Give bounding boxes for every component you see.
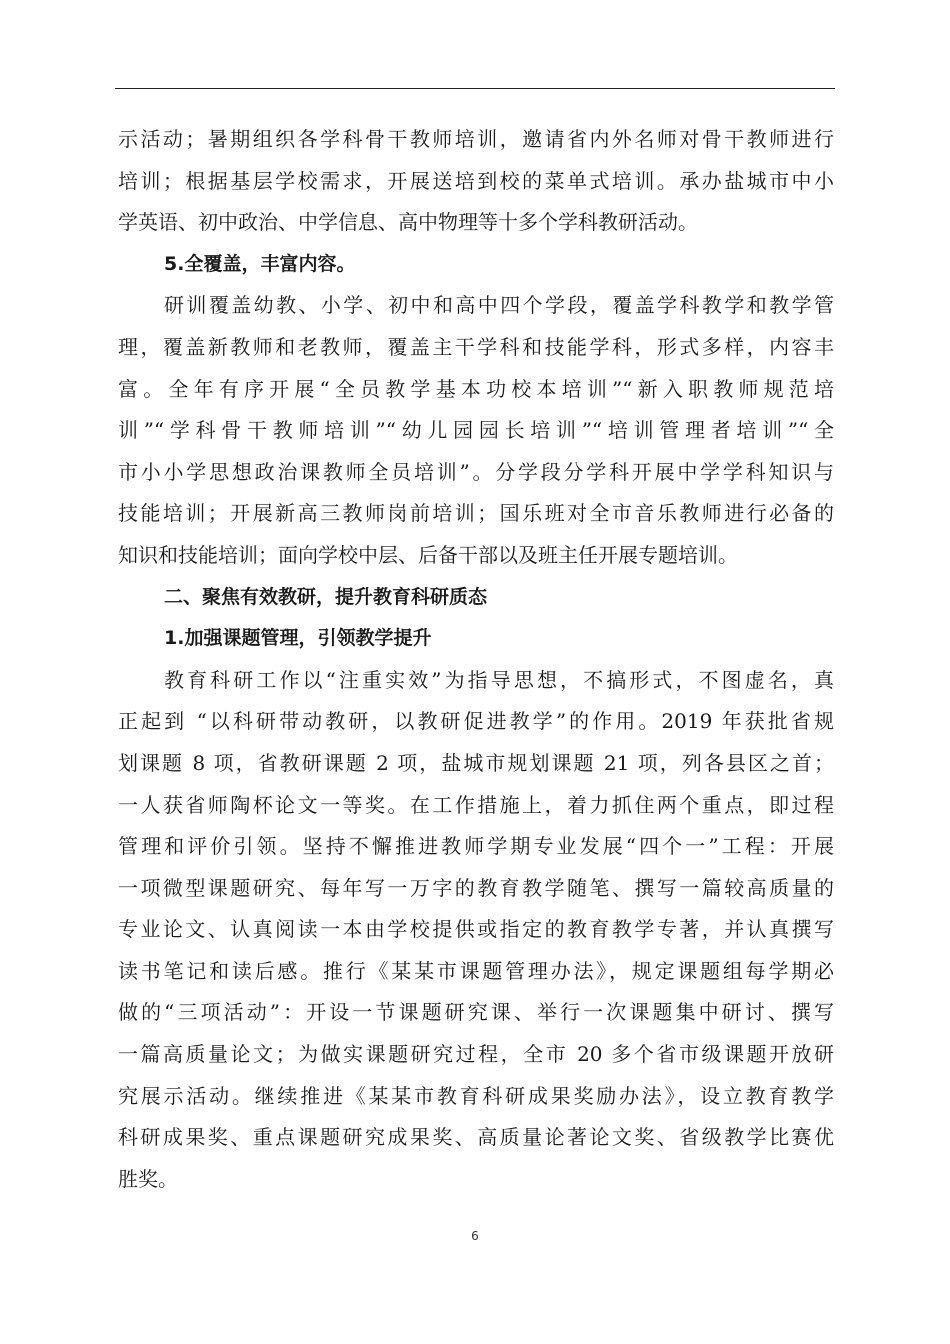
paragraph-line: 读书笔记和读后感。推行《某某市课题管理办法》，规定课题组每学期必 xyxy=(118,958,834,983)
paragraph-line: 学英语、初中政治、中学信息、高中物理等十多个学科教研活动。 xyxy=(118,210,698,235)
document-body xyxy=(118,119,834,1200)
paragraph-line: 一人获省师陶杯论文一等奖。在工作措施上，着力抓住两个重点，即过程 xyxy=(118,792,834,817)
subheading-5: 5.全覆盖，丰富内容。 xyxy=(164,252,356,275)
page-number: 6 xyxy=(471,1229,479,1243)
subheading-1: 1.加强课题管理，引领教学提升 xyxy=(164,627,432,650)
paragraph-line: 正起到 “以科研带动教研，以教研促进教学”的作用。2019 年获批省规 xyxy=(118,709,834,734)
paragraph-line: 训”“学科骨干教师培训”“幼儿园园长培训”“培训管理者培训”“全 xyxy=(118,418,834,443)
paragraph-line: 管理和评价引领。坚持不懈推进教师学期专业发展“四个一”工程：开展 xyxy=(118,834,834,859)
paragraph-line: 知识和技能培训；面向学校中层、后备干部以及班主任开展专题培训。 xyxy=(118,542,738,567)
paragraph-line: 培训；根据基层学校需求，开展送培到校的菜单式培训。承办盐城市中小 xyxy=(118,168,834,193)
paragraph-line: 划课题 8 项，省教研课题 2 项，盐城市规划课题 21 项，列各县区之首； xyxy=(118,750,834,775)
paragraph-line: 技能培训；开展新高三教师岗前培训；国乐班对全市音乐教师进行必备的 xyxy=(118,501,834,526)
paragraph-line: 一篇高质量论文；为做实课题研究过程，全市 20 多个省市级课题开放研 xyxy=(118,1042,834,1067)
paragraph-line: 科研成果奖、重点课题研究成果奖、高质量论著论文奖、省级教学比赛优 xyxy=(118,1125,834,1150)
paragraph-line: 究展示活动。继续推进《某某市教育科研成果奖励办法》，设立教育教学 xyxy=(118,1083,834,1108)
section-heading-2: 二、聚焦有效教研，提升教育科研质态 xyxy=(164,585,488,608)
paragraph-line: 做的“三项活动”：开设一节课题研究课、举行一次课题集中研讨、撰写 xyxy=(118,1000,834,1025)
paragraph-line: 市小小学思想政治课教师全员培训”。分学段分学科开展中学学科知识与 xyxy=(118,459,834,484)
paragraph-line: 一项微型课题研究、每年写一万字的教育教学随笔、撰写一篇较高质量的 xyxy=(118,875,834,900)
paragraph-line: 教育科研工作以“注重实效”为指导思想，不搞形式，不图虚名，真 xyxy=(164,667,834,692)
paragraph-line: 示活动；暑期组织各学科骨干教师培训，邀请省内外名师对骨干教师进行 xyxy=(118,127,834,151)
paragraph-line: 理，覆盖新教师和老教师，覆盖主干学科和技能学科，形式多样，内容丰 xyxy=(118,334,834,359)
paragraph-line: 专业论文、认真阅读一本由学校提供或指定的教育教学专著，并认真撰写 xyxy=(118,917,834,942)
header-rule xyxy=(115,88,835,89)
paragraph-line: 胜奖。 xyxy=(118,1166,178,1191)
paragraph-line: 研训覆盖幼教、小学、初中和高中四个学段，覆盖学科教学和教学管 xyxy=(164,293,834,318)
paragraph-line: 富。全年有序开展“全员教学基本功校本培训”“新入职教师规范培 xyxy=(118,376,834,401)
